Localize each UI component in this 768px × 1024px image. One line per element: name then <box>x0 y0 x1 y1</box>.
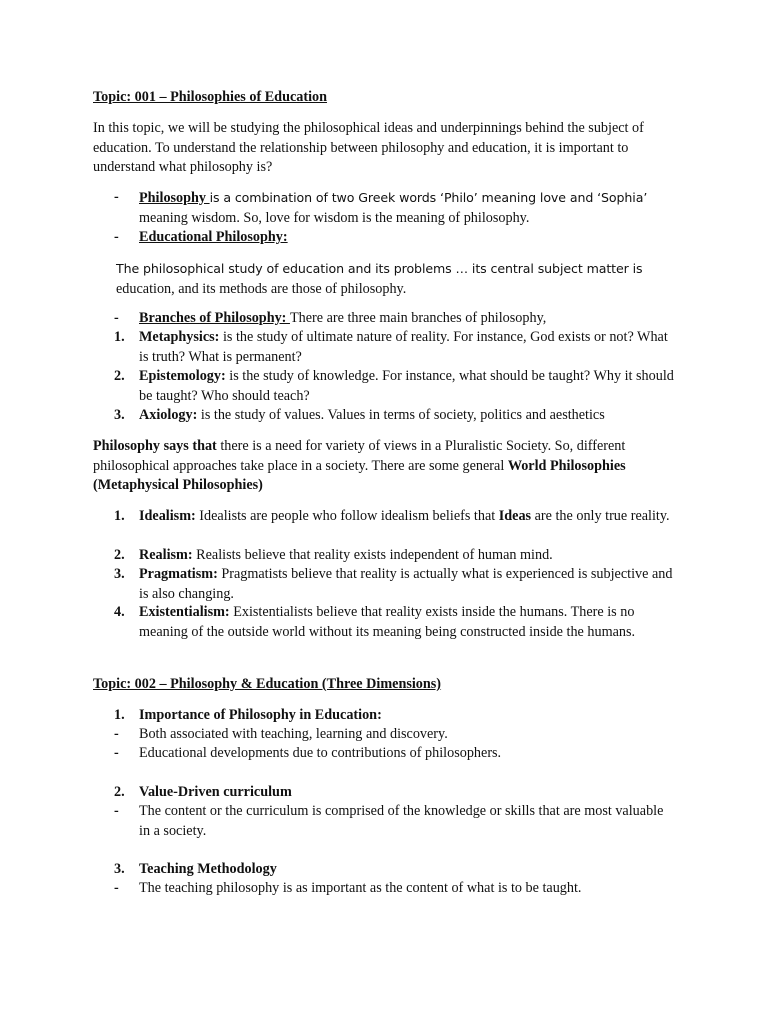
world-philosophy-item <box>114 603 674 642</box>
philosophy-definition: is a combination of two Greek words ‘Philo’ meaning love and ‘Sophia’ <box>209 190 648 205</box>
dimension-point <box>114 725 674 745</box>
world-definition: Idealists are people who follow idealism beliefs that <box>195 508 499 524</box>
world-definition: Existentialists believe that reality exists inside the humans. There is no meaning of the outside world without its meaning being constructed inside the humans. <box>139 604 636 640</box>
dimension-point-text: The content or the curriculum is comprised of the knowledge or skills that are most valuable in a society. <box>139 803 664 839</box>
world-number: 1. <box>114 508 125 524</box>
bullet-dash: - <box>114 726 119 742</box>
educational-philosophy-term: Educational Philosophy: <box>139 229 288 245</box>
philosophy-term: Philosophy <box>139 190 210 206</box>
dimension-point-text: The teaching philosophy is as important as the content of what is to be taught. <box>139 880 582 896</box>
world-philosophy-item <box>114 565 674 604</box>
world-term: Pragmatism: <box>139 566 218 582</box>
dimension-point <box>114 879 674 899</box>
dimension-number: 2. <box>114 784 125 800</box>
philosophy-definition-2: meaning wisdom. So, love for wisdom is the meaning of philosophy. <box>139 209 530 226</box>
world-number: 2. <box>114 547 125 563</box>
world-bold-word: Ideas <box>498 508 532 524</box>
world-definition: Realists believe that reality exists independent of human mind. <box>192 547 553 563</box>
edu-def-line-1: The philosophical study of education and its problems … its central subject matter is <box>116 261 643 276</box>
educational-philosophy-bullet <box>114 228 674 248</box>
world-definition: Pragmatists believe that reality is actually what is experienced is subjective and is also changing. <box>139 566 673 602</box>
branch-item <box>114 367 674 406</box>
dimension-point-text: Both associated with teaching, learning and discovery. <box>139 726 448 742</box>
philosophy-says-paragraph <box>93 437 683 496</box>
world-number: 4. <box>114 604 125 620</box>
branch-definition: is the study of values. Values in terms of society, politics and aesthetics <box>197 407 605 423</box>
educational-philosophy-definition <box>116 259 706 299</box>
dimension-point <box>114 802 674 841</box>
world-term: Existentialism: <box>139 604 230 620</box>
dimension-number: 1. <box>114 707 125 723</box>
topic-2-title: Topic: 002 – Philosophy & Education (Three Dimensions) <box>93 676 442 692</box>
edu-def-line-2: education, and its methods are those of philosophy. <box>116 280 407 297</box>
dimension-title: Importance of Philosophy in Education: <box>139 707 382 723</box>
branch-term: Metaphysics: <box>139 329 220 345</box>
world-philosophy-item <box>114 507 674 527</box>
branches-definition: There are three main branches of philosophy, <box>289 310 547 326</box>
world-term: Realism: <box>139 547 193 563</box>
branch-term: Axiology: <box>139 407 198 423</box>
bullet-dash: - <box>114 189 119 205</box>
bullet-dash: - <box>114 229 119 245</box>
branch-definition: is the study of knowledge. For instance, what should be taught? Why it should be taught? Who should teach? <box>139 368 674 404</box>
says-text: there is a need for variety of views in a Pluralistic Society. So, different philosophical approaches take place in a society. There are some general <box>93 438 626 474</box>
dimension-point <box>114 744 674 764</box>
branch-number: 2. <box>114 368 125 384</box>
dimension-heading <box>114 783 674 803</box>
dimension-point-text: Educational developments due to contributions of philosophers. <box>139 745 502 761</box>
bullet-dash: - <box>114 310 119 326</box>
world-philosophy-item <box>114 546 674 566</box>
branch-item <box>114 406 674 426</box>
dimension-title: Teaching Methodology <box>139 861 277 877</box>
world-definition-end: are the only true reality. <box>531 508 670 524</box>
bullet-dash: - <box>114 880 119 896</box>
branch-number: 3. <box>114 407 125 423</box>
says-term: Philosophy says that <box>93 438 217 454</box>
world-philosophies-heading: World Philosophies (Metaphysical Philosophies) <box>93 457 626 493</box>
topic-1-intro: In this topic, we will be studying the philosophical ideas and underpinnings behind the subject of education. To understand the relationship between philosophy and education, it is important to understand what philosophy is? <box>93 120 644 175</box>
world-term: Idealism: <box>139 508 196 524</box>
world-number: 3. <box>114 566 125 582</box>
dimension-number: 3. <box>114 861 125 877</box>
topic-1-title: Topic: 001 – Philosophies of Education <box>93 89 328 105</box>
branch-term: Epistemology: <box>139 368 226 384</box>
branch-item <box>114 328 674 367</box>
philosophy-bullet <box>114 188 674 228</box>
bullet-dash: - <box>114 745 119 761</box>
branches-bullet <box>114 309 674 329</box>
dimension-heading <box>114 706 674 726</box>
bullet-dash: - <box>114 803 119 819</box>
branch-number: 1. <box>114 329 125 345</box>
dimension-heading <box>114 860 674 880</box>
dimension-title: Value-Driven curriculum <box>139 784 292 800</box>
branch-definition: is the study of ultimate nature of reality. For instance, God exists or not? What is truth? What is permanent? <box>139 329 668 365</box>
branches-term: Branches of Philosophy: <box>139 310 290 326</box>
